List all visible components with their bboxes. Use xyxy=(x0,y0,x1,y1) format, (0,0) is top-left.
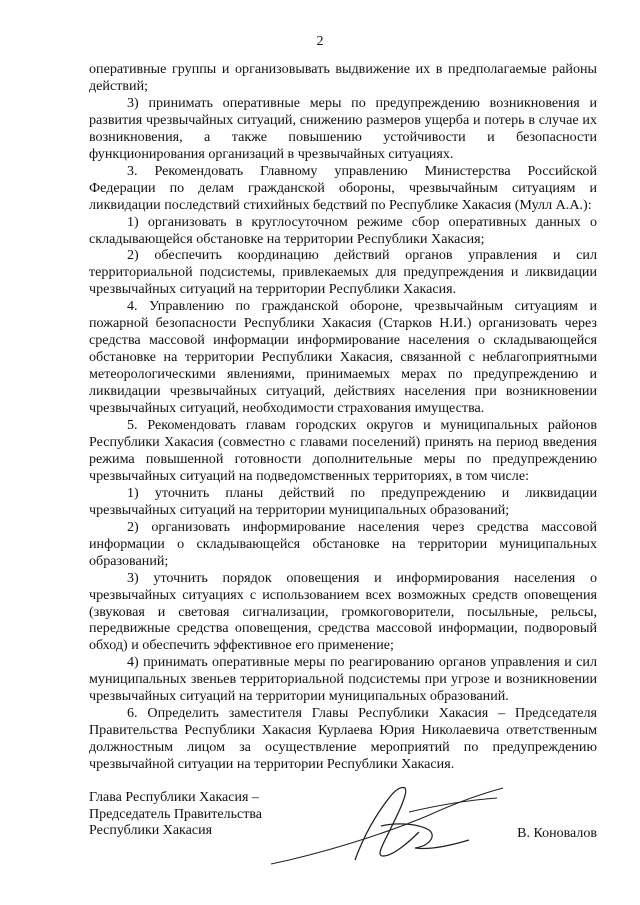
paragraph-point-6: 6. Определить заместителя Главы Республики Хакасия – Председателя Правительства Республики Хакасия Курлаева Юрия Николаевича ответственным должностным лицом за осуществление мероприятий по предупреждению чрезвычайной ситуации на территории Республики Хакасия. xyxy=(89,705,597,773)
paragraph-item-3: 3) принимать оперативные меры по предупреждению возникновения и развития чрезвычайных ситуаций, снижению размеров ущерба и потерь в случае их возникновения, а также повышению устойчивости и безопасности функционирования организаций в чрезвычайных ситуациях. xyxy=(89,94,597,162)
paragraph-point-3: 3. Рекомендовать Главному управлению Министерства Российской Федерации по делам гражданской обороны, чрезвычайным ситуациям и ликвидации последствий стихийных бедствий по Республике Хакасия (Мулл А.А.): xyxy=(89,162,597,213)
signatory-name: В. Коновалов xyxy=(517,826,597,841)
paragraph-point-5-sub-1: 1) уточнить планы действий по предупреждению и ликвидации чрезвычайных ситуаций на территории муниципальных образований; xyxy=(89,484,597,518)
signatory-title xyxy=(89,790,262,840)
paragraph-point-3-sub-1: 1) организовать в круглосуточном режиме сбор оперативных данных о складывающейся обстановке на территории Республики Хакасия; xyxy=(89,213,597,247)
paragraph-continuation: оперативные группы и организовывать выдвижение их в предполагаемые районы действий; xyxy=(89,61,597,94)
paragraph-point-4: 4. Управлению по гражданской обороне, чрезвычайным ситуациям и пожарной безопасности Республики Хакасия (Старков Н.И.) организовать через средства массовой информации информирование населения о складывающейся обстановке на территории Республики Хакасия, связанной с неблагоприятными метеорологическими явлениями, принимаемых мерах по предупреждению и ликвидации чрезвычайных ситуаций, действиях населения при возникновении чрезвычайных ситуаций, необходимости страхования имущества. xyxy=(89,298,597,417)
paragraph-point-5: 5. Рекомендовать главам городских округов и муниципальных районов Республики Хакасия (совместно с главами поселений) принять на период введения режима повышенной готовности дополнительные меры по предупреждению чрезвычайных ситуаций на подведомственных территориях, в том числе: xyxy=(89,417,597,484)
handwritten-signature xyxy=(259,776,519,876)
signatory-title-line: Глава Республики Хакасия – xyxy=(89,790,259,805)
paragraph-point-5-sub-3: 3) уточнить порядок оповещения и информирования населения о чрезвычайных ситуациях с использованием всех возможных средств оповещения (звуковая и световая сигнализации, громкоговорители, посыльные, рельсы, передвижные средства оповещения, средства массовой информации, подворовый обход) и обеспечить эффективное его применение; xyxy=(89,569,597,654)
paragraph-point-3-sub-2: 2) обеспечить координацию действий органов управления и сил территориальной подсистемы, привлекаемых для предупреждения и ликвидации чрезвычайных ситуаций на территории Республики Хакасия. xyxy=(89,247,597,298)
signatory-title-line: Председатель Правительства xyxy=(89,806,262,822)
document-body xyxy=(89,61,597,773)
signature-block xyxy=(89,790,599,880)
page-number: 2 xyxy=(316,34,324,49)
signatory-title-line: Республики Хакасия xyxy=(89,823,213,838)
paragraph-point-5-sub-4: 4) принимать оперативные меры по реагированию органов управления и сил муниципальных звеньев территориальной подсистемы при угрозе и возникновении чрезвычайных ситуаций на территории муниципальных образований. xyxy=(89,654,597,705)
paragraph-point-5-sub-2: 2) организовать информирование населения через средства массовой информации о складывающейся обстановке на территории муниципальных образований; xyxy=(89,518,597,569)
